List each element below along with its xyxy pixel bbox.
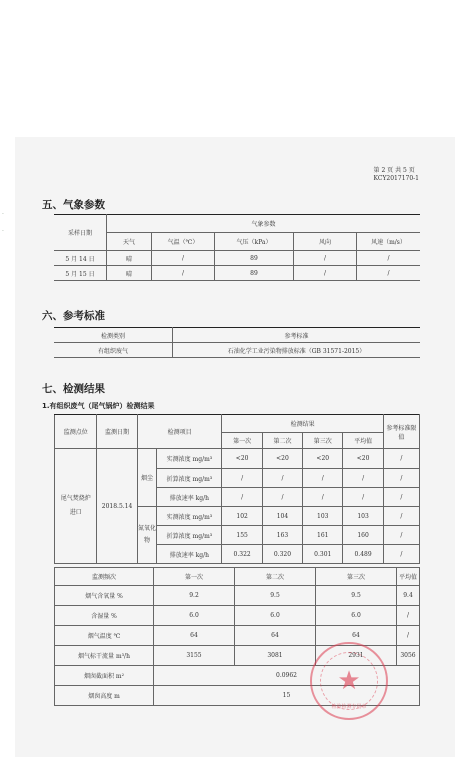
cell: 160 — [343, 526, 383, 545]
col-sample-date: 采样日期 — [54, 215, 107, 251]
cell: 折算浓度 mg/m³ — [157, 526, 222, 545]
cell: 实测浓度 mg/m³ — [157, 507, 222, 526]
cell: 102 — [222, 507, 262, 526]
stamp-star-icon: ★ — [337, 666, 361, 696]
cell: <20 — [303, 449, 343, 469]
cell: 6.0 — [235, 606, 316, 626]
table-row — [54, 266, 420, 281]
results-subtitle: 1.有组织废气（尾气锅炉）检测结果 — [42, 402, 155, 410]
cell: / — [383, 507, 419, 526]
cell: 9.5 — [316, 586, 397, 606]
cell: 9.5 — [235, 586, 316, 606]
stamp-ring — [320, 652, 378, 710]
reference-value: 石油化学工业污染物排放标准（GB 31571-2015） — [173, 343, 421, 358]
cell: 折算浓度 mg/m³ — [157, 469, 222, 488]
cell: / — [357, 251, 421, 266]
col-frequency: 监测频次 — [55, 568, 154, 586]
cell: / — [357, 266, 421, 281]
cell: 89 — [215, 266, 294, 281]
cell: <20 — [343, 449, 383, 469]
page-number: 第 2 页 共 5 页 — [373, 167, 415, 174]
date-value: 2018.5.14 — [97, 449, 137, 564]
cell: 0.320 — [262, 545, 302, 564]
col-average: 平均值 — [343, 433, 383, 449]
cell: 6.0 — [154, 606, 235, 626]
cell: / — [294, 251, 357, 266]
cell: 161 — [303, 526, 343, 545]
cell: 排放速率 kg/h — [157, 545, 222, 564]
area-label: 烟囱截面积 m² — [55, 666, 154, 686]
scan-mark: · — [2, 228, 4, 235]
cell: 0.322 — [222, 545, 262, 564]
cell: 89 — [215, 251, 294, 266]
col-category: 检测类别 — [54, 328, 173, 343]
cell: <20 — [222, 449, 262, 469]
height-value: 15 — [154, 686, 420, 706]
stamp-text: 检验检测专用章 — [331, 704, 367, 710]
table-row — [54, 343, 420, 358]
section-title-weather: 五、气象参数 — [42, 199, 105, 211]
cell: 9.2 — [154, 586, 235, 606]
cell: 5 月 15 日 — [54, 266, 107, 281]
cell: 64 — [316, 626, 397, 646]
cell: 155 — [222, 526, 262, 545]
section-title-standard: 六、参考标准 — [42, 310, 105, 322]
cell: 含湿量 % — [55, 606, 154, 626]
table-row — [55, 606, 420, 626]
freq-second: 第二次 — [235, 568, 316, 586]
table-row — [55, 449, 420, 469]
cell: 64 — [235, 626, 316, 646]
col-item: 检测项目 — [137, 415, 222, 449]
cell: / — [152, 251, 215, 266]
col-reference: 参考标准 — [173, 328, 421, 343]
col-weather-group: 气象参数 — [107, 215, 421, 233]
height-label: 烟囱高度 m — [55, 686, 154, 706]
cell: 3155 — [154, 646, 235, 666]
cell: / — [383, 449, 419, 469]
results-table — [54, 414, 420, 564]
col-third: 第三次 — [303, 433, 343, 449]
cell: 排放速率 kg/h — [157, 488, 222, 507]
cell: / — [383, 469, 419, 488]
report-code: KCY2017170-1 — [373, 175, 419, 182]
cell: 烟气含氧量 % — [55, 586, 154, 606]
dust-label: 烟尘 — [137, 449, 157, 507]
cell: 5 月 14 日 — [54, 251, 107, 266]
cell: <20 — [262, 449, 302, 469]
cell: / — [262, 469, 302, 488]
cell: 104 — [262, 507, 302, 526]
point-value: 尾气焚烧炉进口 — [55, 449, 97, 564]
cell: 晴 — [107, 266, 152, 281]
cell: / — [262, 488, 302, 507]
col-second: 第二次 — [262, 433, 302, 449]
col-wind-speed: 风速（m/s） — [357, 233, 421, 251]
col-ref-limit: 参考标准限值 — [383, 415, 419, 449]
cell: / — [397, 626, 420, 646]
cell: 实测浓度 mg/m³ — [157, 449, 222, 469]
cell: / — [222, 488, 262, 507]
cell: 0.301 — [303, 545, 343, 564]
standard-table — [54, 327, 420, 358]
col-wind-dir: 风向 — [294, 233, 357, 251]
scan-mark: · — [2, 211, 4, 218]
col-pressure: 气压（kPa） — [215, 233, 294, 251]
cell: 2931 — [316, 646, 397, 666]
cell: / — [383, 545, 419, 564]
inspection-stamp — [310, 642, 388, 720]
table-row — [55, 586, 420, 606]
section-title-results: 七、检测结果 — [42, 383, 105, 395]
cell: 晴 — [107, 251, 152, 266]
cell: 103 — [343, 507, 383, 526]
cell: 烟气标干流量 m³/h — [55, 646, 154, 666]
nox-label: 氮氧化物 — [137, 507, 157, 564]
category-value: 有组织废气 — [54, 343, 173, 358]
area-value: 0.0962 — [154, 666, 420, 686]
cell: / — [152, 266, 215, 281]
col-weather: 天气 — [107, 233, 152, 251]
col-date: 监测日期 — [97, 415, 137, 449]
table-row — [55, 626, 420, 646]
cell: / — [383, 488, 419, 507]
cell: 0.489 — [343, 545, 383, 564]
cell: / — [383, 526, 419, 545]
col-temp: 气温（℃） — [152, 233, 215, 251]
freq-average: 平均值 — [397, 568, 420, 586]
cell: / — [343, 469, 383, 488]
freq-third: 第三次 — [316, 568, 397, 586]
cell: / — [303, 488, 343, 507]
cell: / — [343, 488, 383, 507]
cell: 64 — [154, 626, 235, 646]
cell: 6.0 — [316, 606, 397, 626]
cell: 3056 — [397, 646, 420, 666]
page-header — [15, 137, 455, 187]
freq-first: 第一次 — [154, 568, 235, 586]
cell: 3081 — [235, 646, 316, 666]
col-point: 监测点位 — [55, 415, 97, 449]
cell: 103 — [303, 507, 343, 526]
col-first: 第一次 — [222, 433, 262, 449]
table-row — [54, 251, 420, 266]
col-results: 检测结果 — [222, 415, 383, 433]
cell: / — [294, 266, 357, 281]
cell: 烟气温度 ℃ — [55, 626, 154, 646]
cell: / — [222, 469, 262, 488]
cell: / — [303, 469, 343, 488]
cell: 163 — [262, 526, 302, 545]
cell: 9.4 — [397, 586, 420, 606]
cell: / — [397, 606, 420, 626]
weather-table — [54, 214, 420, 281]
